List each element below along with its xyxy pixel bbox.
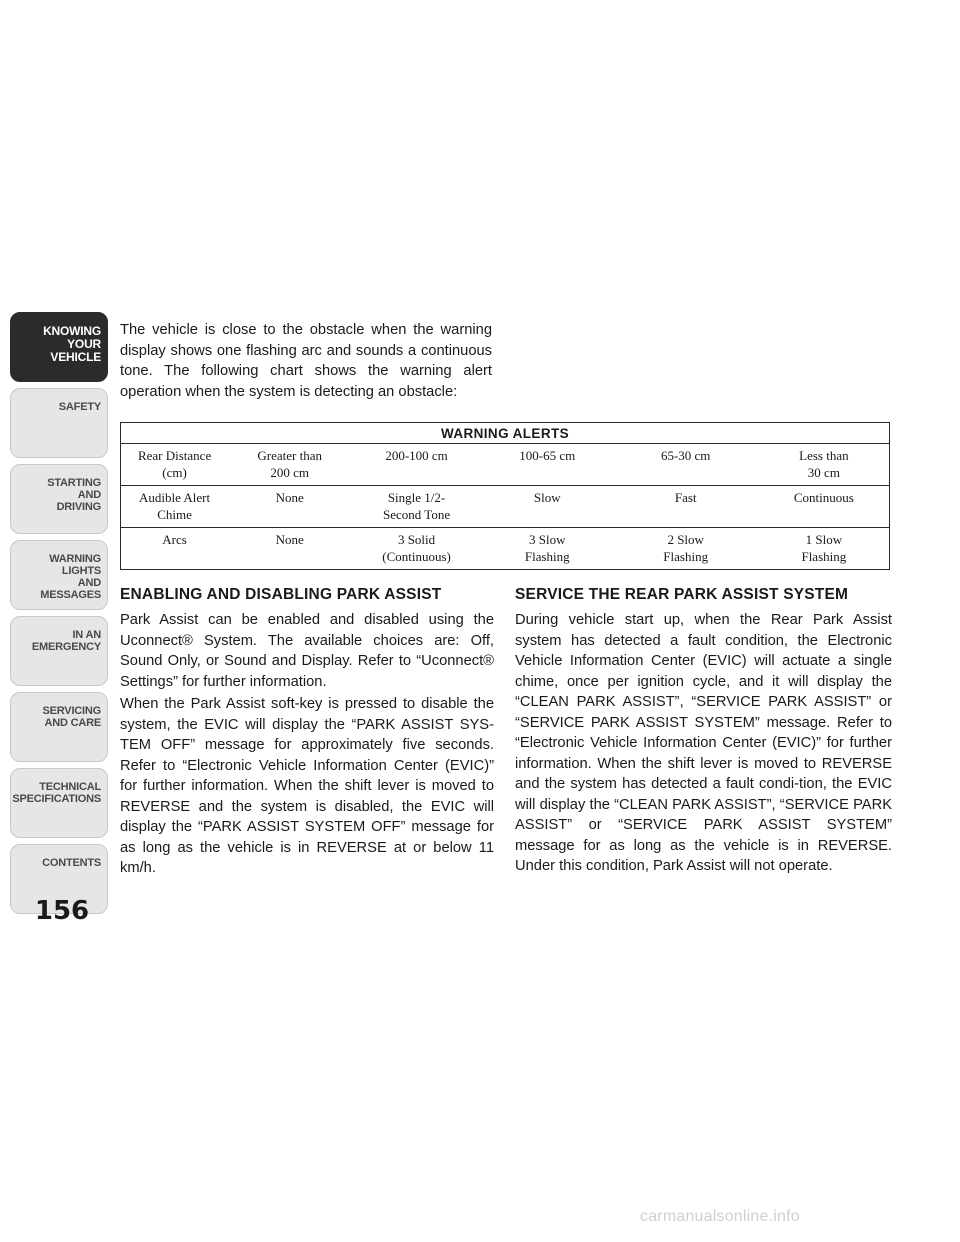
tab-knowing-your-vehicle[interactable] [10, 312, 108, 382]
table-cell: Audible Alert Chime [121, 486, 229, 528]
paragraph: During vehicle start up, when the Rear Park Assist system has detected a fault condition, the Electronic Vehicle Information Center (EVIC) will actuate a single chime, once per ignition cycle, and it will display the “CLEAN PARK ASSIST”, “SERVICE PARK ASSIST” or “SERVICE PARK ASSIST SYSTEM” message. Refer to “Electronic Vehicle Information Center (EVIC)” for further information. When the shift lever is moved to REVERSE and the system has detected a fault condi-tion, the EVIC will display the “CLEAN PARK ASSIST”, “SERVICE PARK ASSIST” or “SERVICE PARK ASSIST SYSTEM” message for as long as the vehicle is in REVERSE. Under this condition, Park Assist will not operate. [515, 612, 892, 874]
tab-warning-lights-and-messages[interactable] [10, 540, 108, 610]
section-tabs [10, 312, 108, 920]
tab-safety[interactable] [10, 388, 108, 458]
tab-label: CONTENTS [42, 857, 101, 869]
table-cell: 3 Slow Flashing [482, 528, 613, 570]
intro-paragraph: The vehicle is close to the obstacle when the warning display shows one flashing arc and sounds a continuous tone. The following chart shows the warning alert operation when the system is detecting an obstacle: [120, 322, 492, 400]
table-cell: Single 1/2- Second Tone [351, 486, 482, 528]
table-cell: 100-65 cm [482, 444, 613, 486]
paragraph: When the Park Assist soft-key is pressed to disable the system, the EVIC will display the “PARK ASSIST SYS-TEM OFF” message for approximately five seconds. Refer to “Electronic Vehicle Information Center (EVIC)” for further information. When the shift lever is moved to REVERSE and the system is disabled, the EVIC will display the “PARK ASSIST SYSTEM OFF” message for as long as the vehicle is in REVERSE at or below 11 km/h. [120, 696, 494, 876]
tab-label: IN AN EMERGENCY [31, 629, 101, 653]
section-heading-enable-park-assist: ENABLING AND DISABLING PARK ASSIST [120, 586, 442, 603]
table-cell: None [228, 486, 351, 528]
table-cell: Greater than 200 cm [228, 444, 351, 486]
tab-servicing-and-care[interactable] [10, 692, 108, 762]
table-cell: None [228, 528, 351, 570]
tab-starting-and-driving[interactable] [10, 464, 108, 534]
table-title: WARNING ALERTS [121, 423, 890, 444]
table-cell: Continuous [759, 486, 890, 528]
section-heading-service-park-assist: SERVICE THE REAR PARK ASSIST SYSTEM [515, 586, 849, 603]
table-row [121, 444, 890, 486]
table-cell: 200-100 cm [351, 444, 482, 486]
tab-label: SERVICING AND CARE [42, 705, 101, 729]
tab-in-an-emergency[interactable] [10, 616, 108, 686]
paragraph: Park Assist can be enabled and disabled using the Uconnect® System. The available choices are: Off, Sound Only, or Sound and Display. Refer to “Uconnect® Settings” for further information. [120, 612, 494, 690]
table-cell: 1 Slow Flashing [759, 528, 890, 570]
tab-label: TECHNICAL SPECIFICATIONS [12, 781, 101, 805]
warning-alerts-table [120, 422, 890, 570]
watermark: carmanualsonline.info [640, 1208, 800, 1225]
table-cell: Less than 30 cm [759, 444, 890, 486]
tab-label: STARTING AND DRIVING [47, 477, 101, 513]
tab-label: KNOWING YOUR VEHICLE [43, 324, 101, 364]
table-row [121, 486, 890, 528]
table-cell: 65-30 cm [613, 444, 759, 486]
table-row [121, 528, 890, 570]
table-cell: Rear Distance (cm) [121, 444, 229, 486]
table-cell: 3 Solid (Continuous) [351, 528, 482, 570]
table-cell: 2 Slow Flashing [613, 528, 759, 570]
table-cell: Slow [482, 486, 613, 528]
tab-technical-specifications[interactable] [10, 768, 108, 838]
tab-label: SAFETY [58, 401, 101, 413]
table-cell: Fast [613, 486, 759, 528]
table-cell: Arcs [121, 528, 229, 570]
tab-label: WARNING LIGHTS AND MESSAGES [40, 553, 101, 601]
page-number: 156 [34, 896, 90, 926]
